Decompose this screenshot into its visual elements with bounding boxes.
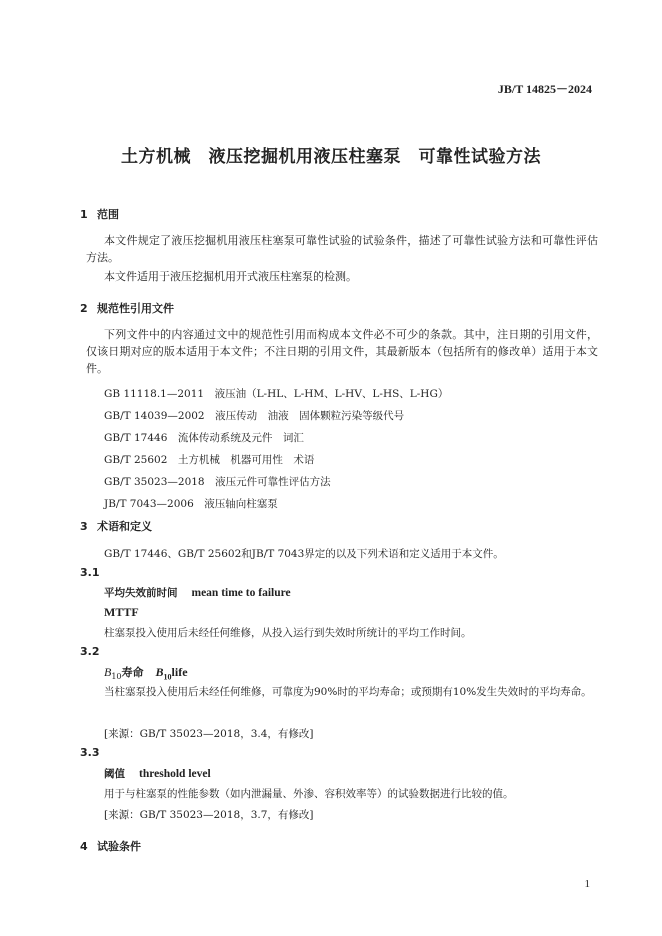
term-chinese: 寿命 — [121, 666, 144, 679]
term-source: [来源：GB/T 35023—2018，3.4，有修改] — [104, 728, 314, 740]
term-abbreviation: MTTF — [104, 605, 139, 619]
term-definition: 当柱塞泵投入使用后未经任何维修，可靠度为90%时的平均寿命；或预期有10%发生失效时的平均寿命。 — [104, 686, 592, 698]
term-number: 3.3 — [80, 746, 100, 759]
term-name — [104, 664, 188, 681]
term-chinese: 阈值 — [104, 768, 125, 780]
section-number: 4 — [80, 840, 88, 853]
section-number: 1 — [80, 208, 88, 221]
section-3-heading — [80, 518, 152, 534]
section-2-heading — [80, 300, 174, 316]
section-title: 规范性引用文件 — [97, 302, 174, 315]
reference-item: GB/T 14039—2002 液压传动 油液 固体颗粒污染等级代号 — [104, 410, 405, 422]
term-english: threshold level — [139, 768, 211, 780]
section-title: 试验条件 — [97, 840, 141, 853]
term-chinese: 平均失效前时间 — [104, 587, 178, 599]
document-title: 土方机械 液压挖掘机用液压柱塞泵 可靠性试验方法 — [121, 147, 541, 167]
term-name — [104, 585, 291, 600]
paragraph: 本文件适用于液压挖掘机用开式液压柱塞泵的检测。 — [104, 270, 357, 283]
term-definition: 用于与柱塞泵的性能参数（如内泄漏量、外渗、容积效率等）的试验数据进行比较的值。 — [104, 788, 514, 800]
term-definition: 柱塞泵投入使用后未经任何维修，从投入运行到失效时所统计的平均工作时间。 — [104, 627, 472, 639]
section-title: 范围 — [97, 208, 119, 221]
section-number: 3 — [80, 520, 88, 533]
paragraph: 本文件规定了液压挖掘机用液压柱塞泵可靠性试验的试验条件，描述了可靠性试验方法和可靠性评估方法。 — [86, 234, 598, 264]
term-symbol: B — [104, 665, 112, 679]
reference-item: GB/T 35023—2018 液压元件可靠性评估方法 — [104, 476, 331, 488]
terms-intro: GB/T 17446、GB/T 25602和JB/T 7043界定的以及下列术语和定义适用于本文件。 — [104, 548, 504, 560]
term-symbol-subscript: 10 — [111, 672, 122, 682]
reference-item: JB/T 7043—2006 液压轴向柱塞泵 — [104, 498, 278, 510]
term-name — [104, 766, 211, 781]
section-title: 术语和定义 — [97, 520, 152, 533]
paragraph: 下列文件中的内容通过文中的规范性引用而构成本文件必不可少的条款。其中，注日期的引用文件，仅该日期对应的版本适用于本文件；不注日期的引用文件，其最新版本（包括所有的修改单）适用于本文件。 — [86, 328, 598, 375]
term-english: life — [171, 665, 188, 679]
reference-item: GB/T 17446 流体传动系统及元件 词汇 — [104, 432, 304, 444]
term-number: 3.2 — [80, 645, 100, 658]
term-source: [来源：GB/T 35023—2018，3.7，有修改] — [104, 809, 314, 821]
section-number: 2 — [80, 302, 88, 315]
term-number: 3.1 — [80, 566, 100, 579]
section-4-heading — [80, 838, 141, 854]
term-english-symbol: B — [155, 665, 164, 679]
term-english: mean time to failure — [191, 587, 291, 599]
standard-code: JB/T 14825－2024 — [497, 82, 592, 96]
section-1-heading — [80, 206, 119, 222]
reference-item: GB/T 25602 土方机械 机器可用性 术语 — [104, 454, 315, 466]
reference-item: GB 11118.1—2011 液压油（L-HL、L-HM、L-HV、L-HS、L-HG） — [104, 388, 449, 400]
term-english-subscript: 10 — [163, 672, 172, 682]
page-number: 1 — [584, 878, 590, 890]
